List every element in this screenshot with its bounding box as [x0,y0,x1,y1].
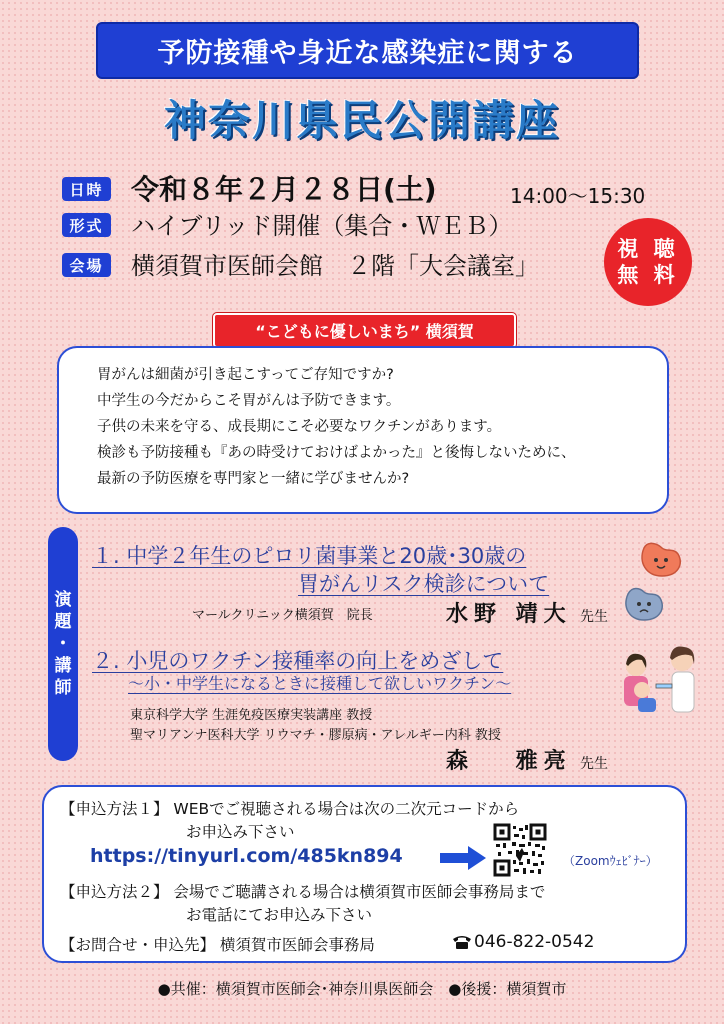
intro-line: 最新の予防医療を専門家と一緒に学びませんか? [97,471,410,487]
venue-tag: 会場 [62,253,111,277]
lectures-side-label [48,527,78,761]
stomach-happy-icon [636,538,686,580]
contact-label: 【お問合せ・申込先】 横須賀市医師会事務局 [60,936,375,954]
lecture1-honorific: 先生 [580,609,608,625]
apply-method2-line1: 【申込方法２】 会場でご聴講される場合は横須賀市医師会事務局まで [60,883,546,901]
free-badge-line2: 無 料 [617,263,679,287]
lecture2-honorific: 先生 [580,756,608,772]
side-char: 演 [54,590,72,610]
top-banner [96,22,639,79]
lecture2-affiliation2: 聖マリアンナ医科大学 リウマチ・膠原病・アレルギー内科 教授 [130,728,501,743]
intro-box [57,346,669,514]
registration-url[interactable]: https://tinyurl.com/485kn894 [90,845,403,867]
qr-code-icon[interactable] [492,822,548,878]
intro-line: 中学生の今だからこそ胃がんは予防できます。 [97,393,401,409]
stomach-sad-icon [620,584,668,624]
lecture2-subtitle: 〜小・中学生になるときに接種して欲しいワクチン〜 [128,674,512,693]
side-char: 師 [54,678,72,698]
intro-line: 子供の未来を守る、成長期にこそ必要なワクチンがあります。 [97,419,502,435]
zoom-webinar-note: （Zoomｳｪﾋﾞﾅｰ） [563,854,658,868]
apply-method2-line2: お電話にてお申込み下さい [186,906,373,924]
free-badge [604,218,692,306]
phone-number: 046-822-0542 [474,932,595,952]
format-tag: 形式 [62,213,111,237]
event-venue: 横須賀市医師会館 ２階「大会議室」 [131,252,539,280]
event-date: 令和８年２月２８日(土) [131,173,437,206]
date-tag: 日時 [62,177,111,201]
lecture2-title: ２. 小児のワクチン接種率の向上をめざして [92,649,504,673]
lecture2-speaker: 森 雅亮 [446,749,572,774]
side-char: 講 [54,656,72,676]
lecture2-affiliation1: 東京科学大学 生涯免疫医療実装講座 教授 [130,708,373,723]
event-format: ハイブリッド開催（集合・ＷＥＢ） [131,212,513,240]
apply-method1-line1: 【申込方法１】 WEBでご視聴される場合は次の二次元コードから [60,800,520,818]
vaccination-illustration [612,644,702,720]
lecture1-affiliation: マールクリニック横須賀 院長 [192,608,373,623]
arrow-right-icon [440,846,486,870]
banner-text: 予防接種や身近な感染症に関する [157,38,578,69]
lecture1-title-line1: １. 中学２年生のピロリ菌事業と20歳･30歳の [92,544,527,568]
side-char: 題 [54,612,72,632]
apply-method1-line2: お申込み下さい [186,823,295,841]
intro-line: 検診も予防接種も『あの時受けておけばよかった』と後悔しないために、 [97,445,576,461]
event-time: 14:00〜15:30 [510,184,646,208]
lecture1-speaker: 水野 靖大 [446,602,572,627]
contact-phone[interactable] [452,932,594,952]
lecture1-title-line2: 胃がんリスク検診について [298,572,550,596]
sponsor-footer: ●共催：横須賀市医師会･神奈川県医師会 ●後援：横須賀市 [157,980,567,998]
side-char: ・ [54,634,72,654]
intro-line: 胃がんは細菌が引き起こすってご存知ですか? [97,367,394,383]
free-badge-line1: 視 聴 [617,236,679,261]
page-title: 神奈川県民公開講座 [163,96,560,145]
phone-icon [452,934,472,950]
kids-city-tag: “こどもに優しいまち” 横須賀 [213,313,516,348]
